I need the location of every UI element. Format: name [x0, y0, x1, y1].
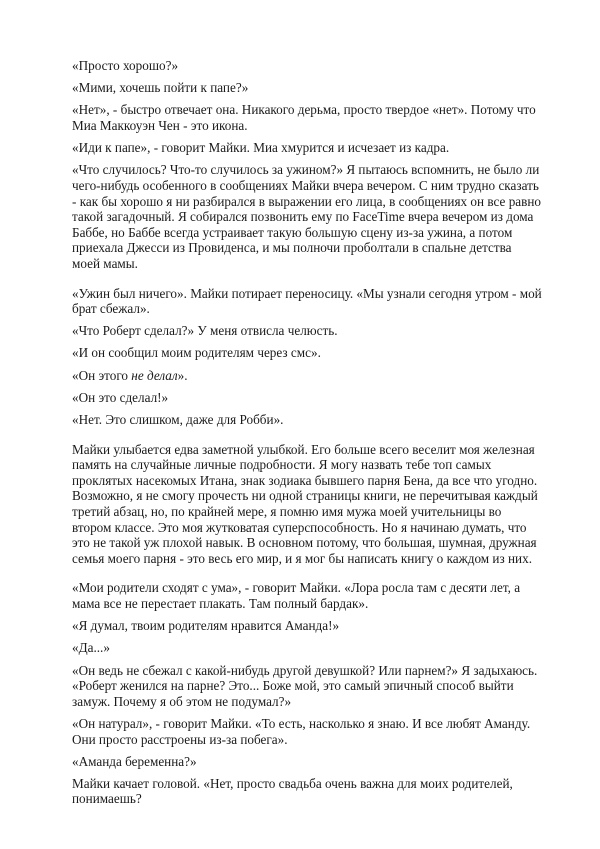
paragraph: «Нет», - быстро отвечает она. Никакого дерьма, просто твердое «нет». Потому что Миа Маккоуэн Чен - это икона. — [72, 102, 536, 133]
paragraph: «Что Роберт сделал?» У меня отвисла челюсть. — [72, 323, 338, 339]
text: ». — [177, 367, 188, 383]
paragraph: «Аманда беременна?» — [72, 753, 197, 769]
paragraph: «Нет. Это слишком, даже для Робби». — [72, 412, 284, 428]
paragraph: «Что случилось? Что-то случилось за ужином?» Я пытаюсь вспомнить, не было ли чего-нибудь особенного в сообщениях Майки вчера вечером. С ним трудно сказать - как бы хорошо я ни разбирался в выражении его лица, в сообщениях он все равно такой загадочный. Я собирался позвонить ему по FaceTime вчера вечером из дома Баббе, но Баббе всегда устраивает такую большую сцену из-за ужина, а потом приехала Джесси из Провиденса, и мы полночи проболтали в спальне детства моей мамы. — [72, 162, 542, 271]
paragraph: «Он это сделал!» — [72, 389, 169, 405]
paragraph: «Он ведь не сбежал с какой-нибудь другой девушкой? Или парнем?» Я задыхаюсь. «Роберт женился на парне? Это... Боже мой, это самый эпичный способ выйти замуж. Почему я об этом не подумал?» — [72, 662, 538, 709]
text: «Он этого — [72, 367, 132, 383]
paragraph: «Мои родители сходят с ума», - говорит Майки. «Лора росла там с десяти лет, а мама все не перестает плакать. Там полный бардак». — [72, 580, 521, 611]
paragraph: «Да...» — [72, 640, 110, 656]
italic-text: не делал — [131, 367, 178, 383]
paragraph: «Мими, хочешь пойти к папе?» — [72, 80, 249, 96]
paragraph: «Я думал, твоим родителям нравится Аманда!» — [72, 618, 340, 634]
paragraph: «Ужин был ничего». Майки потирает переносицу. «Мы узнали сегодня утром - мой брат сбежал». — [72, 285, 542, 317]
document-page — [72, 58, 542, 814]
paragraph: Майки качает головой. «Нет, просто свадьба очень важна для моих родителей, понимаешь? — [72, 775, 513, 807]
paragraph: «Он натурал», - говорит Майки. «То есть, насколько я знаю. И все любят Аманду. Они просто расстроены из-за побега». — [72, 715, 531, 747]
paragraph: «Просто хорошо?» — [72, 58, 179, 73]
paragraph — [72, 368, 542, 384]
paragraph: «И он сообщил моим родителям через смс». — [72, 345, 321, 361]
paragraph: Майки улыбается едва заметной улыбкой. Его больше всего веселит моя железная память на случайные личные подробности. Я могу назвать тебе топ самых проклятых насекомых Итана, знак зодиака бывшего парня Бена, да все что угодно. Возможно, я не смогу прочесть ни одной страницы книги, не перечитывая каждый третий абзац, но, по крайней мере, я помню имя мужа моей учительницы во втором классе. Это моя жутковатая суперспособность. Но я начинаю думать, что это не такой уж плохой навык. В основном потому, что большая, шумная, дружная семья моего парня - это весь его мир, и я мог бы написать книгу о каждом из них. — [72, 441, 538, 566]
paragraph: «Иди к папе», - говорит Майки. Миа хмурится и исчезает из кадра. — [72, 140, 450, 156]
